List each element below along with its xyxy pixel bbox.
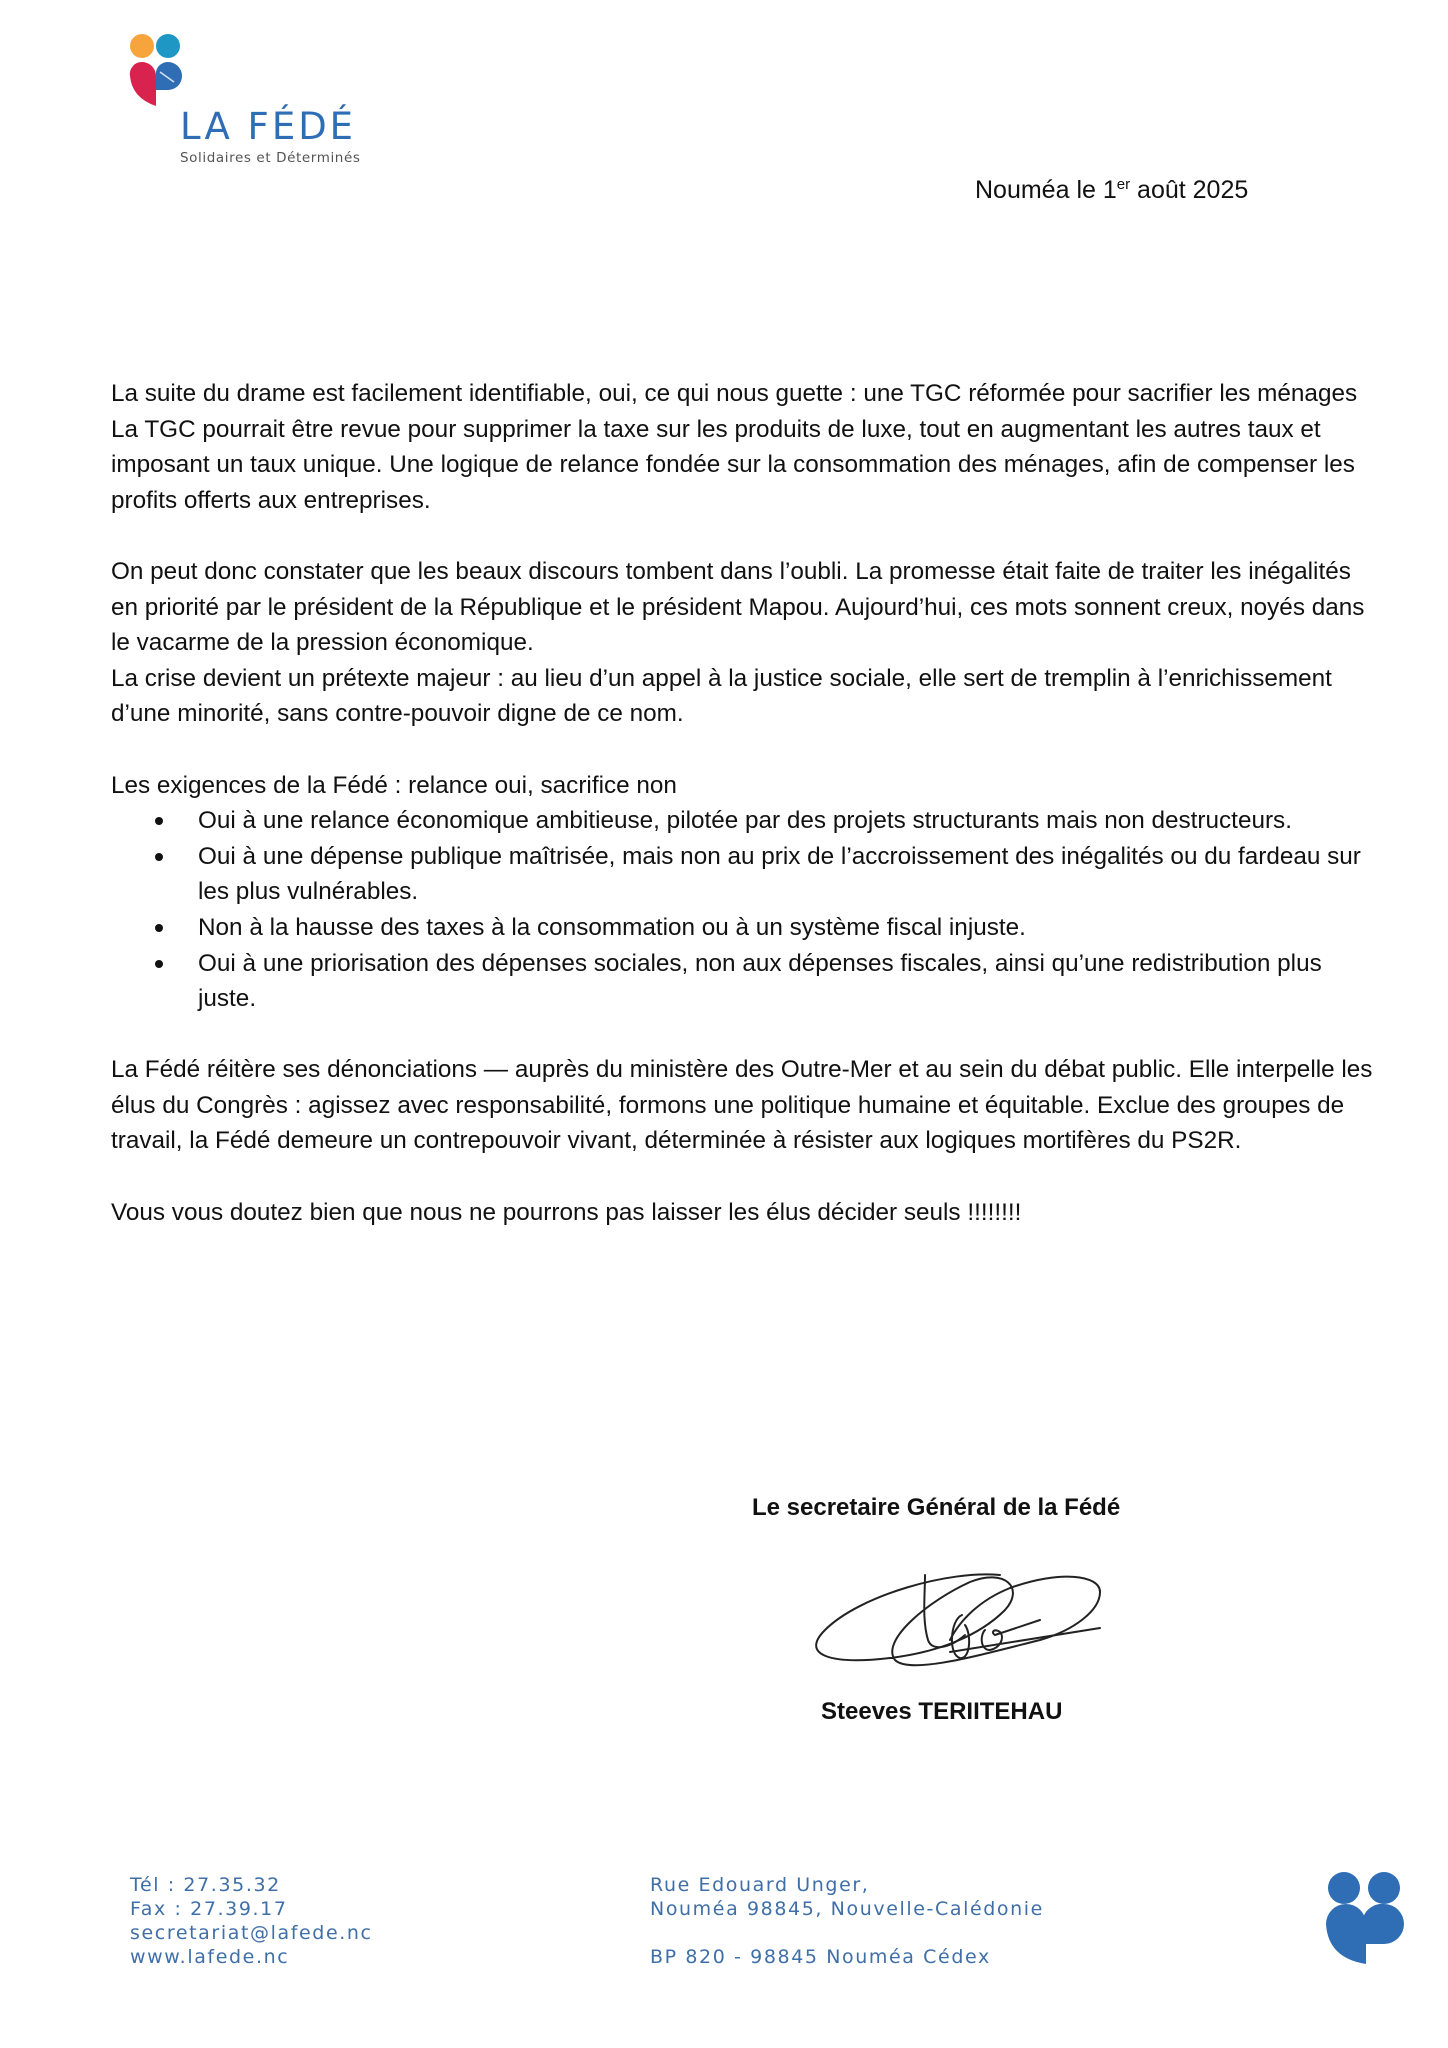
demand-text: Non à la hausse des taxes à la consommation ou à un système fiscal injuste. — [198, 913, 1026, 941]
footer-address — [650, 1873, 1044, 1969]
demand-text: Oui à une dépense publique maîtrisée, mais non au prix de l’accroissement des inégalités ou du fardeau sur les plus vulnérables. — [198, 842, 1361, 906]
letter-date — [975, 176, 1248, 205]
footer-logo-icon — [1322, 1868, 1412, 1968]
footer-contact — [130, 1873, 373, 1969]
handwritten-signature — [800, 1540, 1120, 1690]
date-superscript: er — [1116, 176, 1131, 193]
footer-po-box: BP 820 - 98845 Nouméa Cédex — [650, 1946, 991, 1968]
logo-figures-icon — [128, 32, 188, 132]
bullet-icon — [155, 853, 163, 861]
date-prefix: Nouméa le 1 — [975, 176, 1117, 204]
paragraph-2-line-2: La crise devient un prétexte majeur : au lieu d’un appel à la justice sociale, elle sert de tremplin à l’enrichissement d’une minorité, sans contre-pouvoir digne de ce nom. — [111, 664, 1332, 728]
logo-subtitle: Solidaires et Déterminés — [180, 150, 361, 166]
demand-text: Oui à une priorisation des dépenses sociales, non aux dépenses fiscales, ainsi qu’une redistribution plus juste. — [198, 949, 1322, 1013]
footer-fax: Fax : 27.39.17 — [130, 1898, 288, 1920]
demands-list — [111, 803, 1381, 1017]
list-item — [111, 910, 1381, 946]
list-item — [111, 803, 1381, 839]
demands-heading: Les exigences de la Fédé : relance oui, sacrifice non — [111, 771, 677, 799]
bullet-icon — [155, 817, 163, 825]
signatory-title: Le secretaire Général de la Fédé — [752, 1494, 1121, 1521]
closing-line: Vous vous doutez bien que nous ne pourrons pas laisser les élus décider seuls !!!!!!!! — [111, 1198, 1022, 1226]
logo-title: LA FÉDÉ — [180, 105, 357, 148]
paragraph-1-line-1: La suite du drame est facilement identifiable, oui, ce qui nous guette : une TGC réformée pour sacrifier les ménages — [111, 380, 1358, 407]
footer-city: Nouméa 98845, Nouvelle-Calédonie — [650, 1898, 1044, 1920]
paragraph-2-line-1: On peut donc constater que les beaux discours tombent dans l’oubli. La promesse était faite de traiter les inégalités en priorité par le président de la République et le président Mapou. Aujourd’hui, ces mots sonnent creux, noyés dans le vacarme de la pression économique. — [111, 557, 1365, 657]
paragraph-1-line-2: La TGC pourrait être revue pour supprimer la taxe sur les produits de luxe, tout en augmentant les autres taux et imposant un taux unique. Une logique de relance fondée sur la consommation des ménages, afin de compenser les profits offerts aux entreprises. — [111, 415, 1355, 514]
list-item — [111, 839, 1381, 910]
demand-text: Oui à une relance économique ambitieuse, pilotée par des projets structurants mais non destructeurs. — [198, 807, 1292, 835]
footer-website[interactable]: www.lafede.nc — [130, 1946, 290, 1968]
footer-email[interactable]: secretariat@lafede.nc — [130, 1922, 373, 1944]
bullet-icon — [155, 960, 163, 968]
list-item — [111, 946, 1381, 1017]
footer-tel: Tél : 27.35.32 — [130, 1874, 281, 1896]
signatory-name: Steeves TERIITEHAU — [821, 1698, 1063, 1725]
bullet-icon — [155, 924, 163, 932]
paragraph-3: La Fédé réitère ses dénonciations — auprès du ministère des Outre-Mer et au sein du débat public. Elle interpelle les élus du Congrès : agissez avec responsabilité, formons une politique humaine et équitable. Exclue des groupes de travail, la Fédé demeure un contrepouvoir vivant, déterminée à résister aux logiques mortifères du PS2R. — [111, 1056, 1373, 1155]
footer-street: Rue Edouard Unger, — [650, 1874, 870, 1896]
date-suffix: août 2025 — [1130, 176, 1249, 204]
organization-logo — [128, 32, 388, 172]
letter-body — [111, 376, 1381, 1230]
